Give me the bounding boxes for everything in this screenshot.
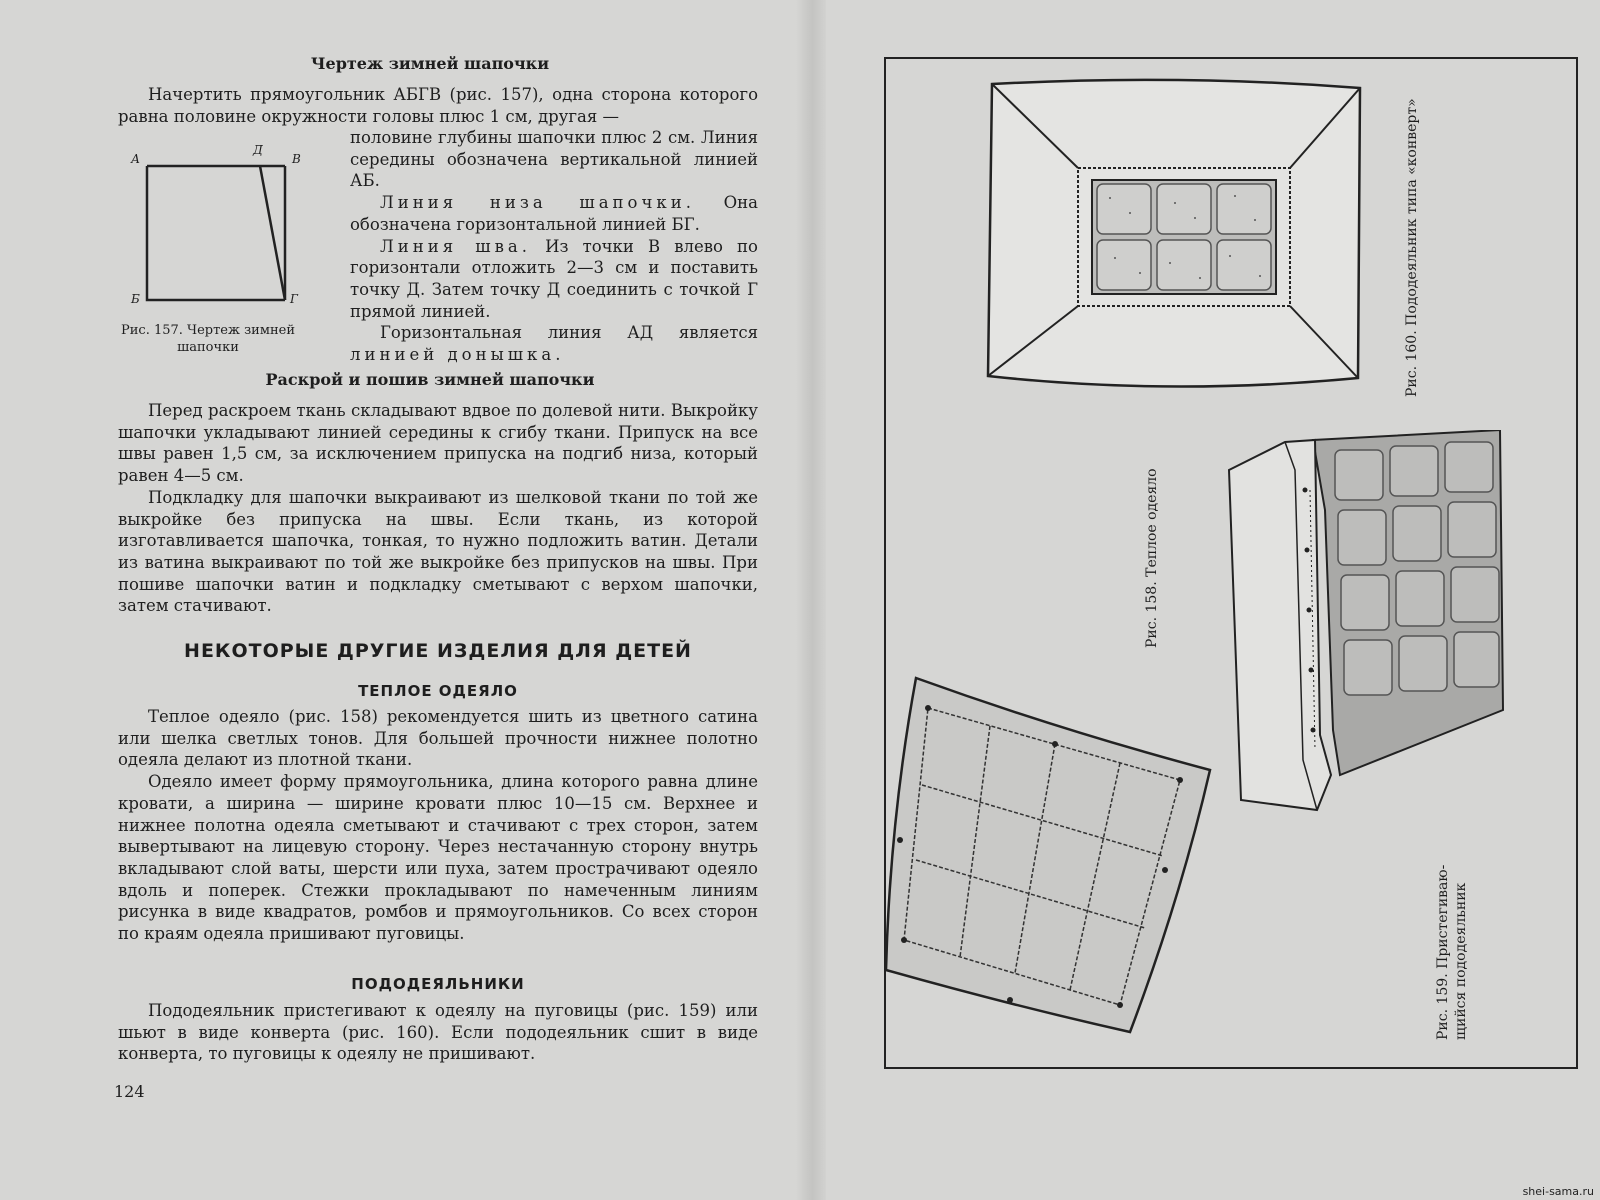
intro-continuation: половине глубины шапочки плюс 2 см. Линия середины обозначена вертикальной линией АБ. — [350, 128, 758, 191]
seam-line-paragraph — [350, 236, 758, 323]
fig157-point-d: Д — [253, 143, 263, 157]
fig157-caption: Рис. 157. Чертеж зимней шапочки — [121, 323, 295, 355]
cut-paragraph-2: Подкладку для шапочки выкраивают из шелковой ткани по той же выкройке без припуска на швы. Если ткань, из которой изготавливается шапочка, тонкая, то нужно подложить ватин. Детали из ватина выкраивают по той же выкройке без припусков на швы. При пошиве шапочки ватин и подкладку сметывают с верхом шапочки, затем стачивают. — [118, 487, 758, 616]
crown-text: Горизонтальная линия АД является — [380, 323, 758, 343]
bottom-line-label: Линия низа шапочки. — [380, 193, 695, 213]
subheading-duvet-covers: ПОДОДЕЯЛЬНИКИ — [351, 975, 525, 993]
section-title: НЕКОТОРЫЕ ДРУГИЕ ИЗДЕЛИЯ ДЛЯ ДЕТЕЙ — [184, 640, 692, 662]
blanket-paragraph-2: Одеяло имеет форму прямоугольника, длина которого равна длине кровати, а ширина — ширине кровати плюс 10—15 см. Верхнее и нижнее полотна одеяла сметывают и стачивают с трех сторон, затем вывертывают на лицевую сторону. Через нестачанную сторону внутрь вкладывают слой ваты, шерсти или пуха, затем прострачивают одеяло вдоль и поперек. Стежки прокладывают по намеченным линиям рисунка в виде квадратов, ромбов и прямоугольников. Со всех сторон по краям одеяла пришивают пуговицы. — [118, 772, 758, 944]
fig157-drawing — [125, 148, 310, 308]
fig159-caption-line2: щийся пододеяльник — [1453, 882, 1469, 1040]
bottom-line-paragraph — [350, 192, 758, 235]
page-number: 124 — [114, 1082, 145, 1101]
bottom-line-text: Она обозначена горизонтальной линией БГ. — [350, 193, 758, 234]
fig159-caption-line1: Рис. 159. Пристегиваю- — [1435, 864, 1451, 1040]
fig158-caption: Рис. 158. Теплое одеяло — [1144, 468, 1160, 648]
seam-line-label: Линия шва. — [380, 236, 531, 256]
fig159-caption — [1434, 865, 1470, 1040]
fig157-seam-line — [260, 166, 285, 300]
intro-line: Начертить прямоугольник АБГВ (рис. 157), одна сторона которого равна половине окружности головы плюс 1 см, другая — — [118, 85, 758, 126]
fig158-warm-blanket-drawing — [880, 670, 1225, 1040]
fig157-point-g: Г — [290, 292, 298, 306]
fig159-buttoned-cover-drawing — [1225, 430, 1510, 820]
crown-text-spaced: линией донышка. — [350, 345, 565, 365]
heading-cut-and-sew: Раскрой и пошив зимней шапочки — [265, 370, 595, 389]
subheading-warm-blanket: ТЕПЛОЕ ОДЕЯЛО — [358, 682, 518, 700]
crown-line-paragraph — [350, 322, 758, 365]
cut-section — [118, 400, 758, 617]
fig160-caption: Рис. 160. Пододеяльник типа «конверт» — [1404, 98, 1420, 397]
cut-paragraph-1: Перед раскроем ткань складывают вдвое по долевой нити. Выкройку шапочки укладывают линией середины к сгибу ткани. Припуск на все швы равен 1,5 см, за исключением припуска на подгиб низа, который равен 4—5 см. — [118, 401, 758, 486]
intro-text-top — [118, 84, 758, 128]
fig157-point-v: В — [292, 152, 301, 166]
heading-hat-pattern: Чертеж зимней шапочки — [310, 54, 550, 73]
seam-line-text: Из точки В влево по горизонтали отложить 2—3 см и поставить точку Д. Затем точку Д соединить с точкой Г прямой линией. — [350, 236, 758, 321]
blanket-paragraph-1: Теплое одеяло (рис. 158) рекомендуется шить из цветного сатина или шелка светлых тонов. Для большей прочности нижнее полотно одеяла делают из плотной ткани. — [118, 707, 758, 770]
blanket-section — [118, 706, 758, 945]
fig157-point-a: А — [131, 152, 141, 166]
text-beside-figure — [350, 127, 758, 366]
fig160-envelope-cover-drawing — [980, 78, 1370, 398]
cover-section — [118, 1000, 758, 1065]
fig157-point-b: Б — [131, 292, 140, 306]
site-watermark: shei-sama.ru — [1522, 1185, 1594, 1198]
cover-paragraph: Пододеяльник пристегивают к одеялу на пуговицы (рис. 159) или шьют в виде конверта (рис. 160). Если пододеяльник сшит в виде конверта, то пуговицы к одеялу не пришивают. — [118, 1001, 758, 1064]
